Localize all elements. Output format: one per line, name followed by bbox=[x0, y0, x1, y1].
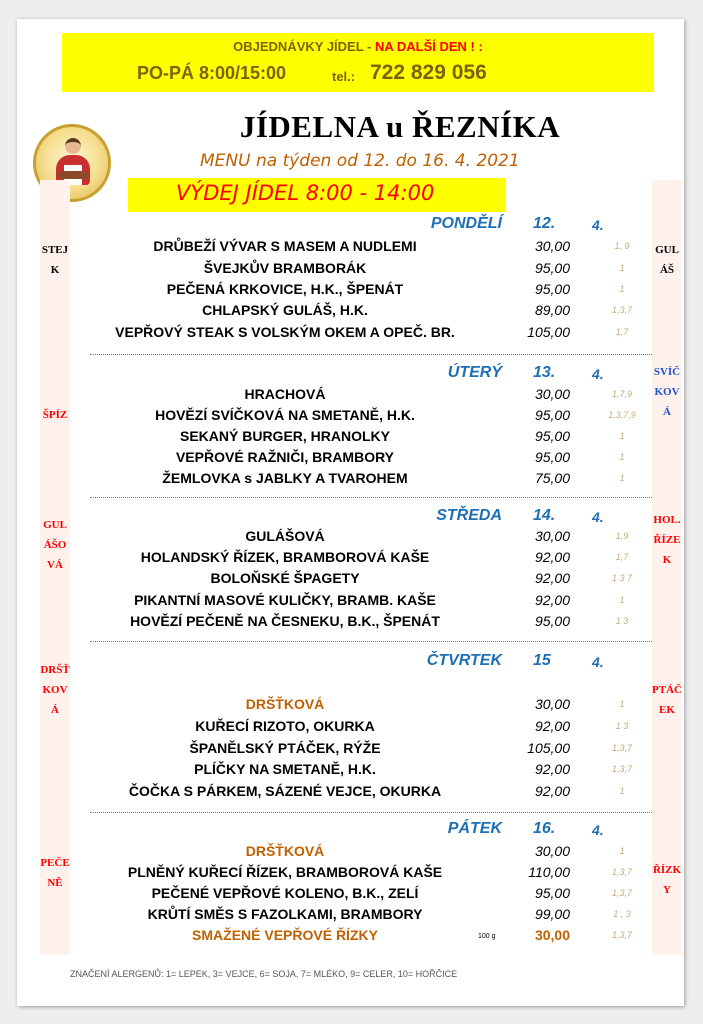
menu-item-price: 95,00 bbox=[534, 613, 570, 629]
menu-item-allergens: 1,3,7 bbox=[611, 930, 633, 940]
menu-item-allergens: 1 3 bbox=[615, 721, 629, 731]
menu-item-name: ČOČKA S PÁRKEM, SÁZENÉ VEJCE, OKURKA bbox=[128, 783, 442, 799]
menu-item-allergens: 1,7,9 bbox=[611, 389, 633, 399]
left-special-4: DRŠŤKOVÁ bbox=[40, 664, 70, 716]
menu-item-allergens: 1 bbox=[619, 452, 625, 462]
phone-label: tel.: bbox=[332, 69, 356, 84]
day-month: 4. bbox=[592, 654, 604, 670]
menu-item-price: 105,00 bbox=[527, 324, 570, 340]
menu-item-price: 92,00 bbox=[534, 761, 570, 777]
menu-item-allergens: 1,9 bbox=[615, 531, 629, 541]
menu-item-allergens: 1,7 bbox=[615, 552, 629, 562]
menu-item-allergens: 1,3,7 bbox=[611, 867, 633, 877]
order-hours: PO-PÁ 8:00/15:00 bbox=[137, 63, 287, 83]
menu-item-name: CHLAPSKÝ GULÁŠ, H.K. bbox=[202, 302, 368, 318]
menu-item-allergens: 1 bbox=[619, 284, 625, 294]
menu-item-name: PIKANTNÍ MASOVÉ KULIČKY, BRAMB. KAŠE bbox=[134, 592, 436, 608]
day-divider bbox=[90, 641, 652, 642]
order-line: OBJEDNÁVKY JÍDEL - NA DALŠÍ DEN ! : bbox=[233, 39, 483, 54]
menu-item-price: 30,00 bbox=[534, 927, 570, 943]
menu-item-allergens: 1,3,7 bbox=[611, 764, 633, 774]
day-name: PONDĚLÍ bbox=[430, 215, 502, 232]
menu-item-allergens: 1,3,7 bbox=[611, 743, 633, 753]
allergen-legend: ZNAČENÍ ALERGENŮ: 1= LEPEK, 3= VEJCE, 6= SOJA, 7= MLÉKO, 9= CELER, 10= HOŘČICE bbox=[70, 969, 458, 979]
menu-item-allergens: 1 bbox=[619, 473, 625, 483]
menu-item-price: 92,00 bbox=[534, 570, 570, 586]
menu-item-price: 95,00 bbox=[534, 449, 570, 465]
day-date: 15 bbox=[533, 652, 551, 669]
pickup-hours: VÝDEJ JÍDEL 8:00 - 14:00 bbox=[176, 181, 435, 205]
menu-item-name: VEPŘOVÝ STEAK S VOLSKÝM OKEM A OPEČ. BR. bbox=[115, 324, 455, 340]
menu-item-price: 92,00 bbox=[534, 783, 570, 799]
day-name: STŘEDA bbox=[436, 507, 502, 524]
menu-item-price: 92,00 bbox=[534, 549, 570, 565]
day-date: 12. bbox=[533, 215, 556, 232]
day-date: 16. bbox=[533, 820, 556, 837]
order-info-banner bbox=[62, 33, 654, 92]
menu-item-price: 30,00 bbox=[534, 528, 570, 544]
menu-item-price: 30,00 bbox=[534, 843, 570, 859]
menu-item-allergens: 1 bbox=[619, 431, 625, 441]
menu-item-allergens: 1 bbox=[619, 846, 625, 856]
menu-item-allergens: 1,7 bbox=[615, 327, 629, 337]
menu-item-price: 110,00 bbox=[528, 864, 570, 880]
menu-item-allergens: 1,3,7 bbox=[611, 888, 633, 898]
day-month: 4. bbox=[592, 217, 604, 233]
left-special-3: GULÁŠOVÁ bbox=[43, 519, 67, 571]
menu-item-name: DRŠŤKOVÁ bbox=[245, 696, 325, 712]
menu-item-price: 92,00 bbox=[534, 592, 570, 608]
portion-note: 100 g bbox=[478, 933, 496, 940]
order-highlight: NA DALŠÍ DEN ! : bbox=[374, 39, 483, 54]
menu-item-allergens: 1 bbox=[619, 699, 625, 709]
day-name: ÚTERÝ bbox=[447, 364, 502, 381]
right-special-4: PTÁČEK bbox=[652, 684, 682, 716]
day-date: 13. bbox=[533, 364, 556, 381]
pickup-hours-banner bbox=[128, 178, 506, 212]
menu-item-name: KUŘECÍ RIZOTO, OKURKA bbox=[195, 718, 375, 734]
menu-item-name: ŠPANĚLSKÝ PTÁČEK, RÝŽE bbox=[189, 740, 381, 756]
menu-item-price: 89,00 bbox=[534, 302, 570, 318]
menu-item-name: BOLOŇSKÉ ŠPAGETY bbox=[210, 570, 360, 586]
menu-item-name: HOVĚZÍ SVÍČKOVÁ NA SMETANĚ, H.K. bbox=[155, 407, 415, 423]
menu-item-allergens: 1 , 3 bbox=[613, 909, 631, 919]
menu-item-allergens: 1,3,7,9 bbox=[608, 410, 636, 420]
day-month: 4. bbox=[592, 509, 604, 525]
menu-item-allergens: 1 bbox=[619, 595, 625, 605]
menu-item-price: 95,00 bbox=[534, 407, 570, 423]
menu-item-name: PEČENÁ KRKOVICE, H.K., ŠPENÁT bbox=[166, 281, 404, 297]
right-special-2: SVÍČKOVÁ bbox=[653, 366, 681, 418]
menu-item-name: DRŠŤKOVÁ bbox=[245, 843, 325, 859]
menu-item-name: PLÍČKY NA SMETANĚ, H.K. bbox=[194, 761, 376, 777]
menu-item-allergens: 1,3,7 bbox=[611, 305, 633, 315]
menu-item-price: 95,00 bbox=[534, 260, 570, 276]
menu-item-allergens: 1 3 bbox=[615, 616, 629, 626]
menu-item-price: 75,00 bbox=[534, 470, 570, 486]
menu-item-name: VEPŘOVÉ RAŽNIČI, BRAMBORY bbox=[175, 449, 395, 465]
day-divider bbox=[90, 354, 652, 355]
day-divider bbox=[90, 497, 652, 498]
menu-item-name: HRACHOVÁ bbox=[244, 386, 326, 402]
menu-item-price: 95,00 bbox=[534, 885, 570, 901]
menu-item-name: HOVĚZÍ PEČENĚ NA ČESNEKU, B.K., ŠPENÁT bbox=[130, 613, 440, 629]
day-name: PÁTEK bbox=[447, 820, 502, 837]
menu-item-allergens: 1 bbox=[619, 786, 625, 796]
menu-item-price: 95,00 bbox=[534, 281, 570, 297]
right-special-3: HOL.ŘÍZEK bbox=[653, 514, 681, 566]
menu-item-price: 30,00 bbox=[534, 696, 570, 712]
menu-item-price: 95,00 bbox=[534, 428, 570, 444]
menu-item-price: 105,00 bbox=[527, 740, 570, 756]
menu-item-price: 30,00 bbox=[534, 238, 570, 254]
day-date: 14. bbox=[533, 507, 556, 524]
menu-item-allergens: 1 bbox=[619, 263, 625, 273]
menu-item-allergens: 1 3 7 bbox=[611, 573, 633, 583]
menu-item-name: KRŮTÍ SMĚS S FAZOLKAMI, BRAMBORY bbox=[147, 906, 423, 922]
left-special-1: STEJK bbox=[41, 244, 69, 276]
menu-item-name: DRŮBEŽÍ VÝVAR S MASEM A NUDLEMI bbox=[153, 238, 417, 254]
right-special-5: ŘÍZKY bbox=[652, 864, 682, 896]
menu-item-name: GULÁŠOVÁ bbox=[245, 528, 325, 544]
day-month: 4. bbox=[592, 366, 604, 382]
menu-item-name: ŠVEJKŮV BRAMBORÁK bbox=[203, 260, 367, 276]
day-month: 4. bbox=[592, 822, 604, 838]
page-title: JÍDELNA u ŘEZNÍKA bbox=[239, 109, 561, 144]
menu-item-name: HOLANDSKÝ ŘÍZEK, BRAMBOROVÁ KAŠE bbox=[140, 549, 430, 565]
menu-item-name: PEČENÉ VEPŘOVÉ KOLENO, B.K., ZELÍ bbox=[151, 885, 419, 901]
menu-item-name: SEKANÝ BURGER, HRANOLKY bbox=[179, 428, 390, 444]
left-special-2: ŠPÍZ bbox=[42, 409, 68, 421]
menu-item-name: SMAŽENÉ VEPŘOVÉ ŘÍZKY bbox=[192, 927, 378, 943]
menu-week-subtitle: MENU na týden od 12. do 16. 4. 2021 bbox=[200, 151, 520, 171]
day-name: ČTVRTEK bbox=[426, 652, 502, 669]
right-special-1: GULÁŠ bbox=[655, 244, 679, 276]
menu-item-allergens: 1, 9 bbox=[614, 241, 630, 251]
day-divider bbox=[90, 812, 652, 813]
menu-item-price: 92,00 bbox=[534, 718, 570, 734]
menu-item-price: 99,00 bbox=[534, 906, 570, 922]
menu-item-name: ŽEMLOVKA s JABLKY A TVAROHEM bbox=[162, 470, 408, 486]
phone-number: 722 829 056 bbox=[370, 61, 487, 84]
menu-item-price: 30,00 bbox=[534, 386, 570, 402]
left-special-5: PEČENĚ bbox=[40, 857, 70, 889]
menu-item-name: PLNĚNÝ KUŘECÍ ŘÍZEK, BRAMBOROVÁ KAŠE bbox=[127, 864, 443, 880]
